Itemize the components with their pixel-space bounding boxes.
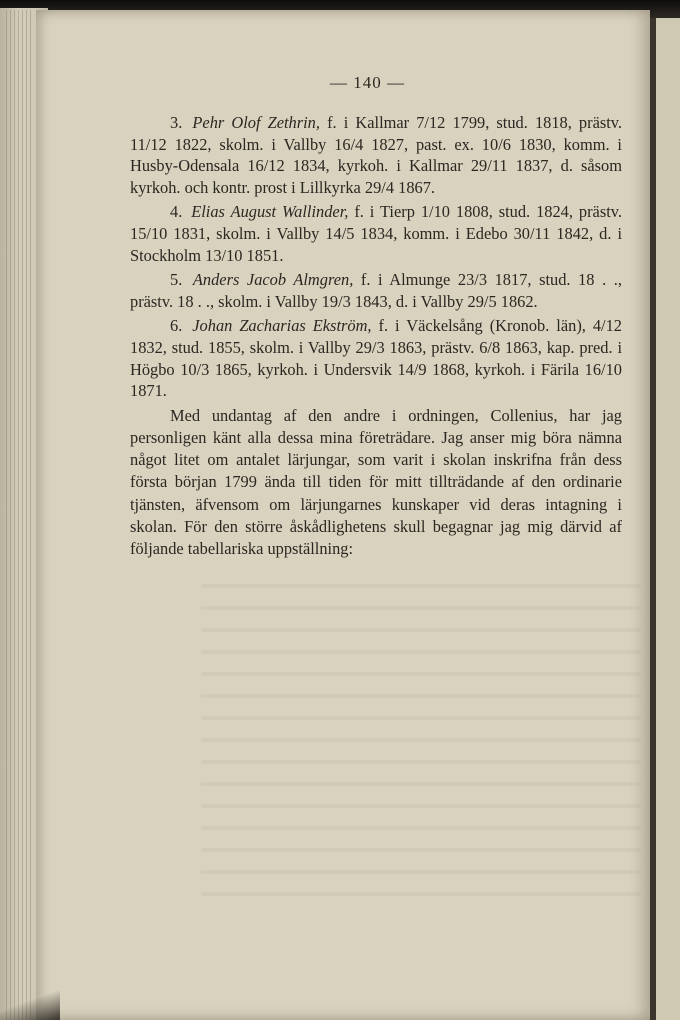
entry-details: f. i Kallmar 7/12 1799, stud. 1818, prästv. 11/12 1822, skolm. i Vallby 16/4 1827, past. ex. 10/6 1830, komm. i Husby-Odensala 16/12 1834, kyrkoh. i Kallmar 29/11 1837, d. såsom kyrkoh. och kontr. prost i Lillkyrka 29/4 1867.	[130, 113, 623, 197]
page-number: — 140 —	[330, 73, 405, 92]
entry-name: Elias August Wallinder,	[191, 202, 349, 222]
bleed-through-text	[201, 570, 641, 910]
entry-5	[130, 269, 622, 312]
body-paragraph: Med undantag af den andre i ordningen, Collenius, har jag personligen känt alla dessa mina företrädare. Jag anser mig böra nämna något litet om antalet lärjungar, som varit i skolan inskrifna från dess första början 1799 ända till tiden för mitt tillträdande af den ordinarie tjänsten, äfvensom om lärjungarnes kunskaper vid deras intagning i skolan. För den större åskådlighetens skull begagnar jag mig därvid af följande tabellariska uppställning:	[130, 405, 622, 558]
entry-number: 6.	[170, 316, 183, 336]
page-text	[130, 112, 622, 560]
entry-number: 3.	[170, 113, 183, 132]
entry-6	[130, 315, 622, 401]
entry-number: 4.	[170, 202, 183, 222]
entry-3	[130, 112, 622, 198]
entry-number: 5.	[170, 270, 183, 290]
entry-name: Pehr Olof Zethrin,	[192, 113, 320, 132]
page-edge-lines	[6, 10, 32, 1020]
entry-name: Johan Zacharias Ekström,	[192, 316, 372, 336]
corner-shadow	[0, 990, 60, 1020]
entry-details: f. i Tierp 1/10 1808, stud. 1824, prästv. 15/10 1831, skolm. i Vallby 14/5 1834, komm. i Edebo 30/11 1842, d. i Stockholm 13/10 1851.	[130, 202, 622, 265]
entry-details: f. i Almunge 23/3 1817, stud. 18 . ., prästv. 18 . ., skolm. i Vallby 19/3 1843, d. i Vallby 29/5 1862.	[130, 270, 622, 311]
facing-page-edge	[650, 18, 680, 1020]
entry-details: f. i Väckelsång (Kronob. län), 4/12 1832, stud. 1855, skolm. i Vallby 29/3 1863, prästv. 6/8 1863, kap. pred. i Högbo 10/3 1865, kyrkoh. i Undersvik 14/9 1868, kyrkoh. i Färila 16/10 1871.	[130, 316, 623, 401]
entry-name: Anders Jacob Almgren,	[192, 270, 354, 290]
entry-4	[130, 201, 622, 266]
